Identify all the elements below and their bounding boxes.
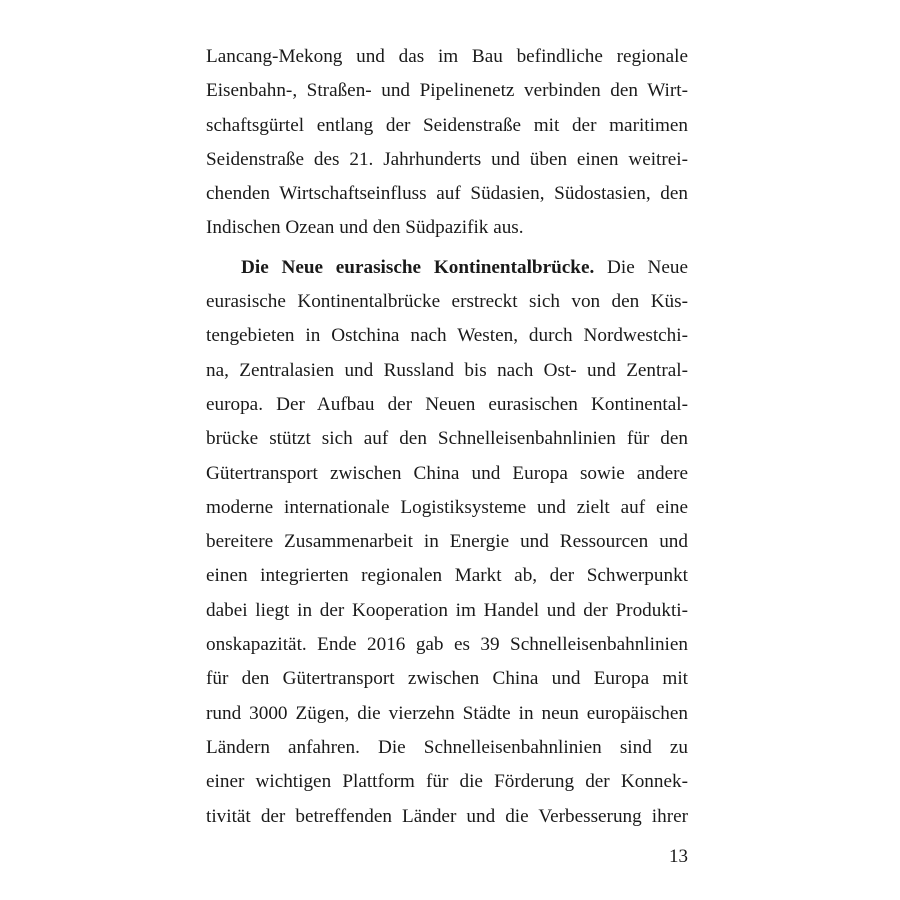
text-line: einer wichtigen Plattform für die Förderung der Konnek- (206, 771, 688, 793)
text-line: tengebieten in Ostchina nach Westen, durch Nordwestchi- (206, 325, 688, 347)
paragraph-2 (206, 251, 688, 834)
text-line: rund 3000 Zügen, die vierzehn Städte in neun europäischen (206, 702, 688, 724)
text-line: europa. Der Aufbau der Neuen eurasischen Kontinental- (206, 393, 688, 415)
heading-continuation: Die Neue (594, 256, 688, 278)
body-text (206, 40, 688, 834)
page-number: 13 (669, 846, 688, 867)
text-line: tivität der betreffenden Länder und die Verbesserung ihrer (206, 805, 688, 827)
text-line: Seidenstraße des 21. Jahrhunderts und üben einen weitrei- (206, 148, 688, 170)
paragraph-1 (206, 40, 688, 246)
text-line: einen integrierten regionalen Markt ab, der Schwerpunkt (206, 565, 688, 587)
text-line: bereitere Zusammenarbeit in Energie und Ressourcen und (206, 531, 688, 553)
text-line: Ländern anfahren. Die Schnelleisenbahnlinien sind zu (206, 736, 688, 758)
text-line: Eisenbahn-, Straßen- und Pipelinenetz verbinden den Wirt- (206, 80, 688, 102)
text-line: chenden Wirtschaftseinfluss auf Südasien, Südostasien, den (206, 183, 688, 205)
text-line (206, 251, 688, 285)
text-line: na, Zentralasien und Russland bis nach Ost- und Zentral- (206, 359, 688, 381)
text-line: Lancang-Mekong und das im Bau befindliche regionale (206, 46, 688, 67)
text-line: Gütertransport zwischen China und Europa sowie andere (206, 462, 688, 484)
section-heading: Die Neue eurasische Kontinentalbrücke. (241, 256, 595, 278)
text-line: moderne internationale Logistiksysteme und zielt auf eine (206, 496, 688, 518)
text-line: für den Gütertransport zwischen China und Europa mit (206, 668, 688, 690)
text-line: onskapazität. Ende 2016 gab es 39 Schnelleisenbahnlinien (206, 634, 688, 656)
text-line: dabei liegt in der Kooperation im Handel und der Produkti- (206, 599, 688, 621)
text-line: schaftsgürtel entlang der Seidenstraße mit der maritimen (206, 114, 688, 136)
text-line: eurasische Kontinentalbrücke erstreckt sich von den Küs- (206, 291, 688, 313)
text-line: brücke stützt sich auf den Schnelleisenbahnlinien für den (206, 428, 688, 450)
text-line: Indischen Ozean und den Südpazifik aus. (206, 217, 524, 239)
